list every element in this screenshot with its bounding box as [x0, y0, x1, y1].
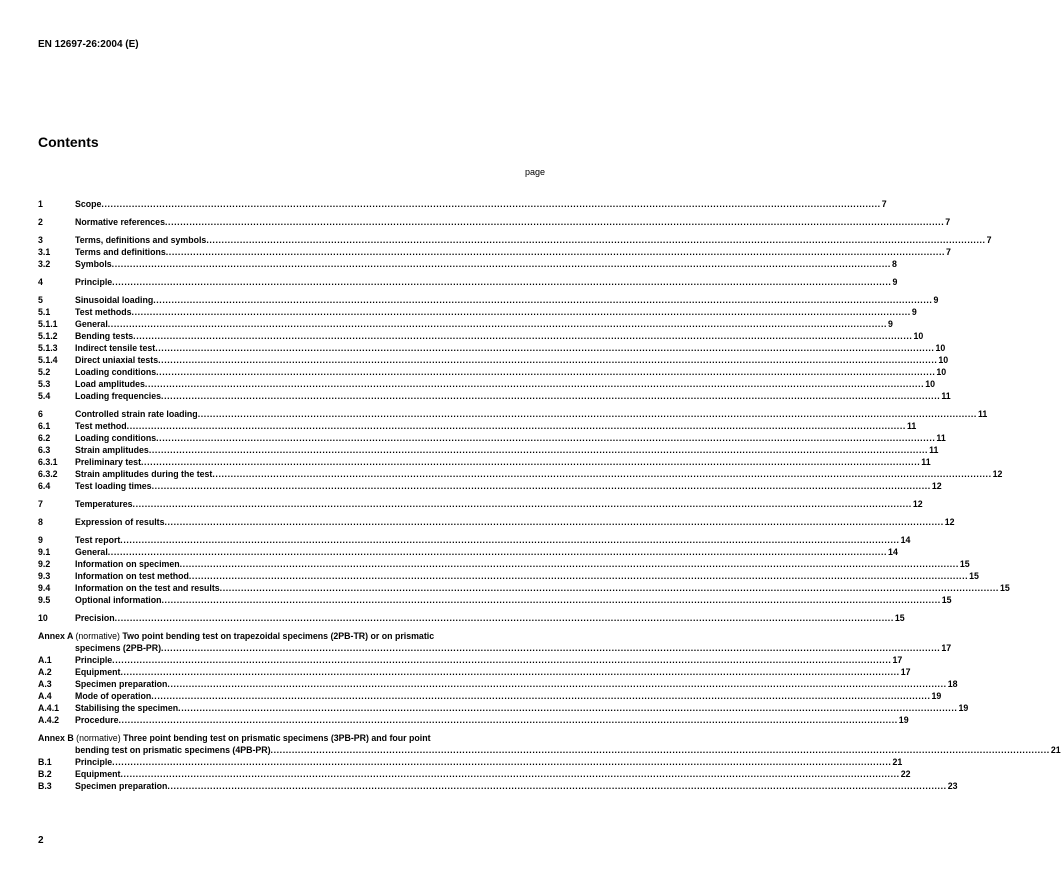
toc-entry-page: 19 [958, 703, 969, 713]
toc-entry-page: 15 [999, 583, 1010, 593]
toc-entry-page: 12 [992, 469, 1003, 479]
toc-entry[interactable] [38, 546, 898, 558]
annex-title-continuation[interactable] [38, 744, 1061, 756]
toc-entry-number: 6.3.2 [38, 469, 58, 479]
toc-entry-number: 6.1 [38, 421, 51, 431]
toc-group [38, 198, 887, 210]
toc-leader-dots [149, 444, 928, 456]
annex-page: 21 [1050, 745, 1061, 755]
toc-entry-page: 9 [892, 277, 898, 287]
toc-entry-page: 11 [936, 433, 946, 443]
page-number: 2 [38, 835, 44, 846]
annex-title-line1: Three point bending test on prismatic specimens (3PB-PR) and four point [123, 733, 431, 743]
toc-leader-dots [156, 432, 935, 444]
toc-entry[interactable] [38, 780, 958, 792]
toc-entry-title: Equipment [75, 667, 121, 677]
toc-entry-page: 21 [892, 757, 903, 767]
toc-entry-page: 11 [906, 421, 917, 431]
toc-entry-title: Preliminary test [75, 457, 142, 467]
toc-entry-page: 12 [912, 499, 923, 509]
toc-entry-number: 5 [38, 295, 43, 305]
toc-leader-dots [133, 330, 912, 342]
toc-entry-page: 17 [892, 655, 903, 665]
toc-entry-page: 11 [977, 409, 988, 419]
toc-entry-number: 9.3 [38, 571, 51, 581]
toc-entry-title: Specimen preparation [75, 679, 168, 689]
toc-entry-number: 5.1.4 [38, 355, 58, 365]
toc-entry-page: 17 [900, 667, 911, 677]
toc-leader-dots [161, 390, 940, 402]
toc-entry[interactable] [38, 198, 887, 210]
toc-leader-dots [112, 756, 891, 768]
toc-leader-dots [161, 642, 940, 654]
toc-entry-number: B.1 [38, 757, 52, 767]
toc-leader-dots [165, 216, 944, 228]
toc-entry[interactable] [38, 468, 1003, 480]
toc-leader-dots [108, 318, 887, 330]
toc-entry-number: 6 [38, 409, 43, 419]
toc-entry-number: A.2 [38, 667, 52, 677]
toc-leader-dots [115, 612, 894, 624]
toc-entry[interactable] [38, 216, 951, 228]
toc-entry[interactable] [38, 690, 942, 702]
toc-entry-title: Terms and definitions [75, 247, 166, 257]
toc-group [38, 612, 905, 624]
toc-leader-dots [167, 678, 946, 690]
toc-leader-dots [112, 654, 891, 666]
toc-entry-title: Principle [75, 277, 113, 287]
toc-leader-dots [151, 690, 930, 702]
annex-group [38, 630, 969, 726]
toc-leader-dots [155, 342, 934, 354]
toc-entry-number: 5.3 [38, 379, 51, 389]
toc-leader-dots [132, 306, 911, 318]
toc-entry-number: 9.5 [38, 595, 51, 605]
toc-entry-number: 4 [38, 277, 43, 287]
toc-group [38, 408, 1003, 492]
toc-leader-dots [167, 780, 946, 792]
toc-leader-dots [108, 546, 887, 558]
toc-leader-dots [120, 666, 899, 678]
toc-leader-dots [120, 534, 899, 546]
toc-entry[interactable] [38, 570, 979, 582]
toc-entry-page: 7 [945, 217, 951, 227]
toc-entry[interactable] [38, 768, 911, 780]
toc-entry-title: General [75, 547, 108, 557]
toc-entry-title: Mode of operation [75, 691, 152, 701]
toc-leader-dots [189, 570, 968, 582]
toc-entry-page: 12 [944, 517, 955, 527]
annex-title-line2: specimens (2PB-PR) [75, 643, 162, 653]
toc-entry[interactable] [38, 534, 911, 546]
toc-entry-page: 10 [913, 331, 924, 341]
toc-entry-number: 7 [38, 499, 43, 509]
toc-entry[interactable] [38, 420, 917, 432]
toc-entry-title: Specimen preparation [75, 781, 168, 791]
annex-heading[interactable] [38, 630, 545, 642]
toc-leader-dots [101, 198, 880, 210]
toc-entry-number: B.2 [38, 769, 52, 779]
toc-entry-page: 14 [900, 535, 911, 545]
toc-entry-number: A.4 [38, 691, 52, 701]
toc-entry[interactable] [38, 432, 946, 444]
toc-entry-page: 10 [935, 343, 946, 353]
toc-group [38, 498, 923, 510]
toc-entry[interactable] [38, 498, 923, 510]
toc-entry-page: 9 [911, 307, 917, 317]
toc-entry[interactable] [38, 516, 955, 528]
annex-title-line2: bending test on prismatic specimens (4PB-PR) [75, 745, 271, 755]
toc-entry[interactable] [38, 594, 952, 606]
toc-leader-dots [206, 234, 985, 246]
toc-entry-number: 9.1 [38, 547, 51, 557]
toc-entry[interactable] [38, 342, 946, 354]
toc-leader-dots [180, 558, 959, 570]
toc-entry-title: Test report [75, 535, 121, 545]
toc-entry-page: 15 [894, 613, 905, 623]
annex-title-continuation[interactable] [38, 642, 952, 654]
toc-entry-title: Precision [75, 613, 115, 623]
toc-entry-page: 11 [941, 391, 951, 401]
toc-entry-number: A.3 [38, 679, 52, 689]
document-id: EN 12697-26:2004 (E) [38, 39, 139, 50]
table-of-contents [38, 198, 1061, 798]
toc-entry-page: 15 [959, 559, 970, 569]
toc-entry-title: Stabilising the specimen [75, 703, 179, 713]
toc-leader-dots [164, 516, 943, 528]
toc-entry-number: 9.2 [38, 559, 51, 569]
toc-entry-title: General [75, 319, 108, 329]
toc-entry[interactable] [38, 666, 911, 678]
toc-leader-dots [120, 768, 899, 780]
toc-entry-number: 5.1 [38, 307, 51, 317]
toc-entry[interactable] [38, 654, 903, 666]
toc-entry[interactable] [38, 366, 947, 378]
toc-entry-number: 5.1.1 [38, 319, 58, 329]
toc-entry-number: 5.1.3 [38, 343, 58, 353]
toc-entry[interactable] [38, 378, 935, 390]
toc-group [38, 534, 1010, 606]
toc-entry[interactable] [38, 276, 898, 288]
toc-entry-number: 5.2 [38, 367, 51, 377]
toc-entry-page: 18 [947, 679, 958, 689]
toc-entry-page: 9 [933, 295, 939, 305]
toc-entry-page: 22 [900, 769, 911, 779]
toc-entry-title: Test loading times [75, 481, 152, 491]
toc-group [38, 216, 951, 228]
toc-entry-number: 1 [38, 199, 43, 209]
toc-entry[interactable] [38, 318, 893, 330]
annex-title-line1: Two point bending test on trapezoidal specimens (2PB-TR) or on prismatic [122, 631, 435, 641]
toc-leader-dots [166, 246, 945, 258]
toc-entry-title: Optional information [75, 595, 162, 605]
toc-entry-number: 5.4 [38, 391, 51, 401]
toc-entry[interactable] [38, 678, 958, 690]
toc-entry[interactable] [38, 558, 970, 570]
toc-entry[interactable] [38, 444, 939, 456]
annex-normative: (normative) [76, 733, 121, 743]
toc-entry-title: Loading frequencies [75, 391, 162, 401]
toc-group [38, 234, 992, 270]
toc-entry[interactable] [38, 354, 949, 366]
toc-entry-page: 8 [891, 259, 897, 269]
annex-label: Annex A [38, 631, 74, 641]
toc-entry-page: 9 [888, 319, 893, 329]
toc-leader-dots [178, 702, 957, 714]
toc-entry-page: 7 [986, 235, 992, 245]
toc-entry-title: Scope [75, 199, 102, 209]
toc-entry-page: 7 [946, 247, 951, 257]
toc-entry-number: A.4.2 [38, 715, 60, 725]
toc-entry-page: 7 [881, 199, 887, 209]
toc-entry-title: Loading conditions [75, 367, 157, 377]
toc-entry-title: Information on the test and results [75, 583, 220, 593]
toc-leader-dots [141, 456, 920, 468]
toc-entry-number: A.1 [38, 655, 52, 665]
toc-entry-title: Information on test method [75, 571, 189, 581]
toc-entry[interactable] [38, 408, 988, 420]
toc-entry-title: Sinusoidal loading [75, 295, 154, 305]
toc-entry-title: Load amplitudes [75, 379, 145, 389]
toc-entry-title: Principle [75, 757, 113, 767]
toc-entry-page: 19 [931, 691, 942, 701]
toc-entry-page: 15 [941, 595, 952, 605]
toc-entry-title: Bending tests [75, 331, 134, 341]
toc-entry-title: Normative references [75, 217, 165, 227]
annex-label: Annex B [38, 733, 74, 743]
toc-leader-dots [212, 468, 991, 480]
page-column-label: page [524, 167, 545, 177]
toc-entry-title: Direct uniaxial tests [75, 355, 159, 365]
toc-entry-title: Symbols [75, 259, 112, 269]
toc-entry-number: 6.2 [38, 433, 51, 443]
contents-heading: Contents [38, 134, 99, 150]
toc-entry[interactable] [38, 390, 951, 402]
toc-leader-dots [127, 420, 906, 432]
toc-entry[interactable] [38, 246, 951, 258]
toc-entry-page: 23 [947, 781, 958, 791]
toc-leader-dots [112, 258, 891, 270]
toc-group [38, 294, 951, 402]
toc-entry-number: 6.4 [38, 481, 51, 491]
toc-entry-title: Information on specimen [75, 559, 180, 569]
toc-entry-number: 3 [38, 235, 43, 245]
toc-entry-page: 10 [936, 367, 947, 377]
toc-entry-title: Strain amplitudes [75, 445, 149, 455]
toc-entry-number: 3.2 [38, 259, 51, 269]
toc-entry[interactable] [38, 258, 897, 270]
toc-entry-title: Equipment [75, 769, 121, 779]
toc-leader-dots [152, 480, 931, 492]
toc-entry[interactable] [38, 702, 969, 714]
toc-entry[interactable] [38, 330, 924, 342]
toc-entry[interactable] [38, 234, 992, 246]
annex-heading[interactable] [38, 732, 545, 744]
toc-entry[interactable] [38, 714, 909, 726]
toc-entry[interactable] [38, 582, 1010, 594]
annex-group [38, 732, 1061, 792]
annex-normative: (normative) [75, 631, 120, 641]
toc-entry-title: Temperatures [75, 499, 133, 509]
toc-entry-title: Indirect tensile test [75, 343, 156, 353]
toc-entry-number: 10 [38, 613, 48, 623]
toc-entry-title: Procedure [75, 715, 119, 725]
toc-entry-number: 6.3.1 [38, 457, 58, 467]
toc-entry-title: Terms, definitions and symbols [75, 235, 207, 245]
toc-leader-dots [133, 498, 912, 510]
toc-leader-dots [271, 744, 1050, 756]
toc-entry-number: 8 [38, 517, 43, 527]
toc-entry[interactable] [38, 294, 939, 306]
toc-entry-title: Test methods [75, 307, 132, 317]
toc-entry-number: 2 [38, 217, 43, 227]
toc-entry-page: 10 [925, 379, 935, 389]
toc-entry-number: B.3 [38, 781, 52, 791]
toc-entry-title: Loading conditions [75, 433, 157, 443]
toc-entry[interactable] [38, 456, 931, 468]
toc-leader-dots [220, 582, 999, 594]
toc-leader-dots [112, 276, 891, 288]
toc-leader-dots [153, 294, 932, 306]
toc-entry-number: 9 [38, 535, 43, 545]
toc-leader-dots [198, 408, 977, 420]
toc-entry-page: 10 [938, 355, 949, 365]
toc-entry-title: Test method [75, 421, 127, 431]
toc-entry-number: 5.1.2 [38, 331, 58, 341]
toc-entry-title: Strain amplitudes during the test [75, 469, 213, 479]
toc-entry-page: 11 [921, 457, 931, 467]
toc-entry-title: Controlled strain rate loading [75, 409, 198, 419]
toc-leader-dots [158, 354, 937, 366]
toc-entry-title: Principle [75, 655, 113, 665]
annex-page: 17 [941, 643, 952, 653]
toc-entry[interactable] [38, 756, 903, 768]
toc-entry-page: 19 [898, 715, 909, 725]
toc-leader-dots [162, 594, 941, 606]
toc-entry-title: Expression of results [75, 517, 165, 527]
toc-entry[interactable] [38, 306, 917, 318]
toc-entry[interactable] [38, 612, 905, 624]
toc-group [38, 276, 898, 288]
toc-leader-dots [119, 714, 898, 726]
toc-entry-number: 6.3 [38, 445, 51, 455]
toc-entry-page: 11 [929, 445, 939, 455]
toc-group [38, 516, 955, 528]
toc-entry-page: 12 [931, 481, 942, 491]
toc-entry-number: 9.4 [38, 583, 51, 593]
toc-leader-dots [156, 366, 935, 378]
toc-entry[interactable] [38, 480, 942, 492]
toc-entry-number: A.4.1 [38, 703, 60, 713]
toc-leader-dots [145, 378, 924, 390]
toc-entry-number: 3.1 [38, 247, 51, 257]
toc-entry-page: 14 [888, 547, 898, 557]
toc-entry-page: 15 [969, 571, 979, 581]
